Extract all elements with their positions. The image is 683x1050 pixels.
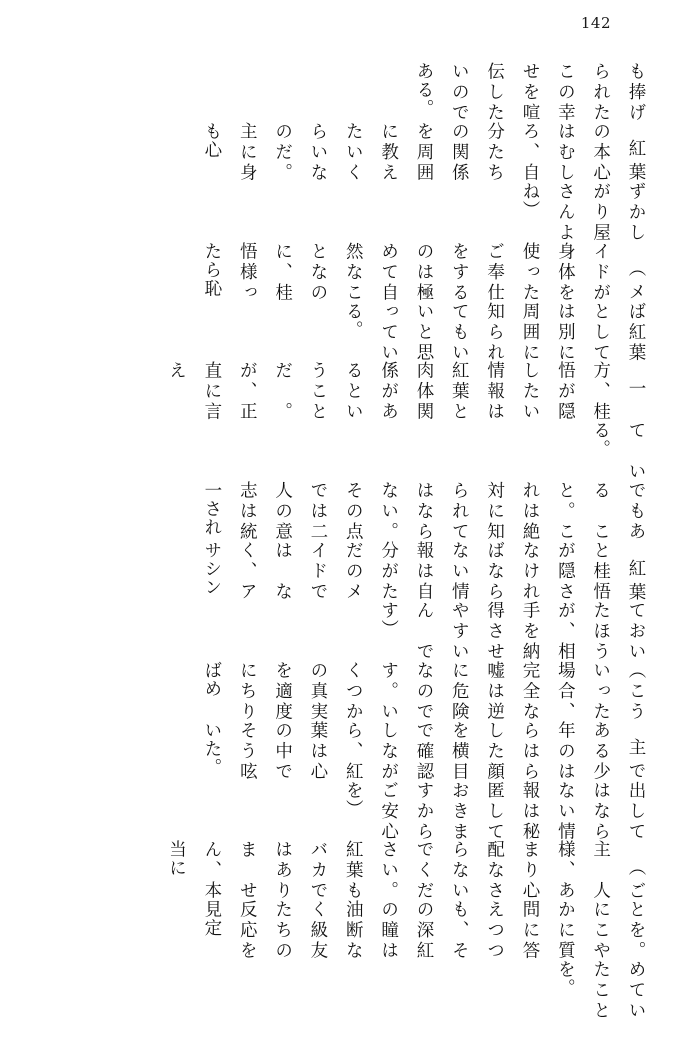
text-line: 出してはならない情報は秘匿しておきますからご安心を）: [343, 780, 646, 841]
text-line: ずかしがり屋さんよね）: [519, 181, 646, 242]
text-line: 紅葉と桂悟が隠さなければならない情報は自分がただのメイドではなく、アサシン: [201, 541, 646, 601]
text-line: （こういった場合、完全な嘘は逆に危険なのです。いくつかの真実を適度にちりばめ: [201, 660, 646, 721]
text-line: 主である少年のはらはらした顔を横目で確認しながら、紅葉は心の中でそう呟いた。: [201, 720, 646, 781]
text-line: （ご主人様、あまり心配なさらないでください。紅葉もバカではありません、本当に: [166, 840, 646, 901]
text-line: でもあること。これは絶対に知られてはならない。その点では二人の意志は統一され: [201, 481, 646, 541]
text-line: も捧げられたこの幸せを喧伝したいのである。: [413, 62, 646, 122]
text-line: （メイドが身体を使ったご奉仕をするのは極めて自然なことなのに、桂悟様ったら恥: [201, 241, 646, 302]
text-line: ておいたほうが、相手を納得させやすいんです）: [378, 600, 646, 661]
text-line: 一方、桂悟が隠したい情報は紅葉と肉体関係があるということだ。が、正直に言え: [166, 361, 646, 422]
text-line: めていたことを。: [555, 960, 646, 1020]
page-body-text: [32, 62, 653, 1020]
text-line: 紅葉の本心はむしろ、自分たちの関係を周囲に教えたいくらいなのだ。主に身も心: [201, 121, 646, 182]
page-number: 142: [580, 14, 611, 32]
text-line: ば紅葉としては別に周囲に知られてもいいと思っている。: [343, 301, 646, 362]
text-line: とを。にこやかに質問に答えつつも、その深紅の瞳は油断なく級友たちの反応を見定: [201, 900, 646, 961]
text-line: ている。: [590, 421, 646, 482]
